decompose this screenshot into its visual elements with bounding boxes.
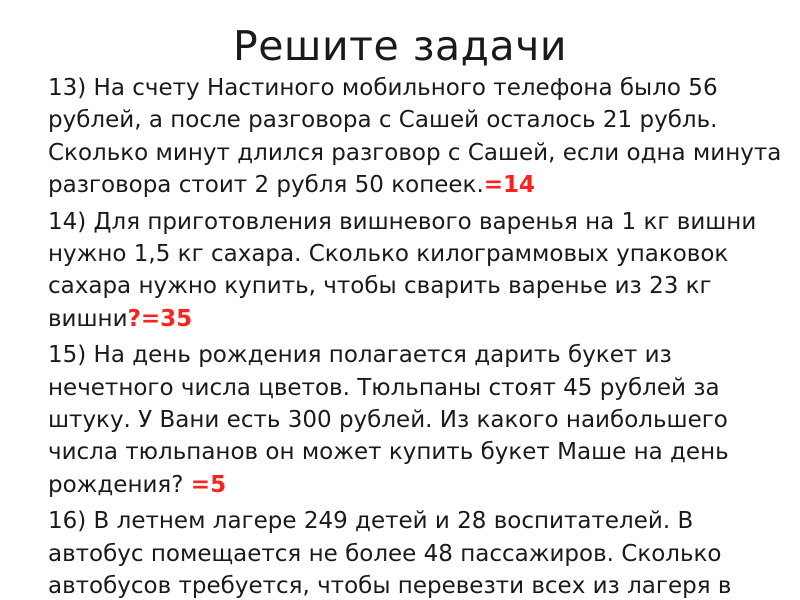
problem-13 — [48, 72, 788, 202]
problem-list — [48, 72, 788, 600]
problem-14-text: 14) Для приготовления вишневого варенья на 1 кг вишни нужно 1,5 кг сахара. Сколько килограммовых упаковок сахара нужно купить, чтобы сварить варенье из 23 кг вишни — [48, 208, 757, 332]
problem-16 — [48, 505, 788, 600]
problem-15-text: 15) На день рождения полагается дарить букет из нечетного числа цветов. Тюльпаны стоят 45 рублей за штуку. У Вани есть 300 рублей. Из какого наибольшего числа тюльпанов он может купить букет Маше на день рождения? — [48, 342, 729, 498]
problem-14-answer: ?=35 — [127, 305, 193, 332]
slide-title: Решите задачи — [232, 22, 568, 70]
problem-15-answer: =5 — [190, 471, 227, 498]
problem-13-text: 13) На счету Настиного мобильного телефона было 56 рублей, а после разговора с Сашей осталось 21 рубль. Сколько минут длился разговор с Сашей, если одна минута разговора стоит 2 рубля 50 копеек. — [48, 75, 782, 199]
problem-13-answer: =14 — [483, 172, 536, 199]
problem-16-text: 16) В летнем лагере 249 детей и 28 воспитателей. В автобус помещается не более 48 пассажиров. Сколько автобусов требуется, чтобы перевезти всех из лагеря в — [48, 508, 732, 600]
problem-15 — [48, 339, 788, 501]
problem-14 — [48, 206, 788, 336]
